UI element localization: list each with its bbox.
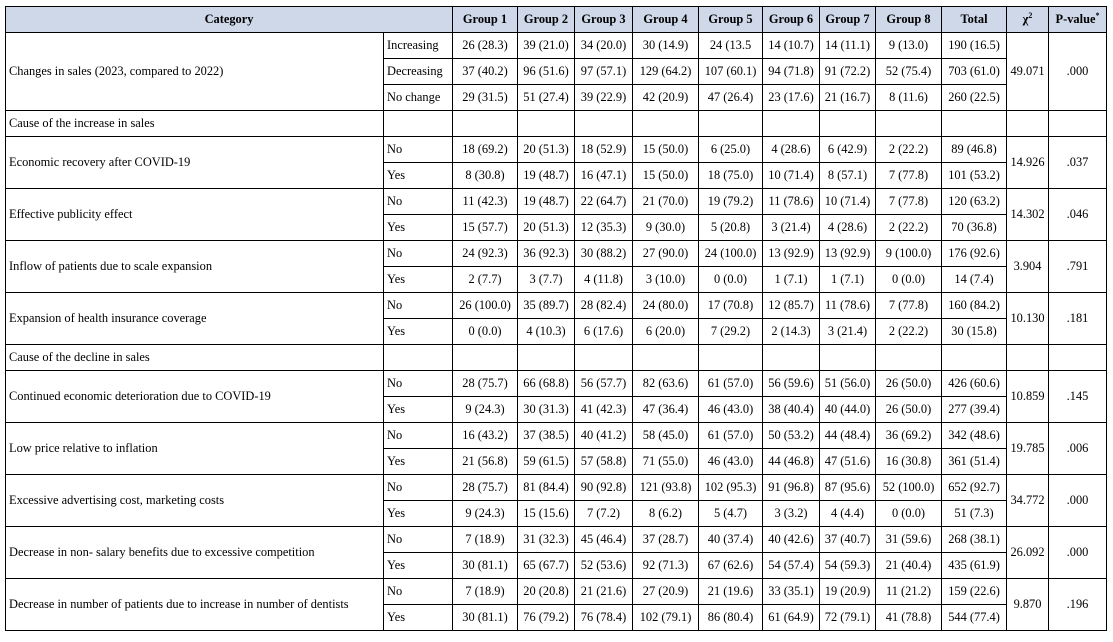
header-group-7: Group 7 (820, 7, 876, 33)
empty-cell (876, 111, 942, 137)
group-3-cell: 57 (58.8) (575, 449, 633, 475)
group-4-cell: 82 (63.6) (633, 371, 699, 397)
group-5-cell: 40 (37.4) (699, 527, 763, 553)
group-5-cell: 102 (95.3) (699, 475, 763, 501)
row-response-label: No (384, 293, 453, 319)
group-6-cell: 23 (17.6) (763, 85, 820, 111)
header-group-1: Group 1 (453, 7, 518, 33)
table-row (6, 293, 1107, 319)
group-7-cell: 10 (71.4) (820, 189, 876, 215)
header-p-value (1049, 7, 1107, 33)
group-4-cell: 21 (70.0) (633, 189, 699, 215)
total-cell: 120 (63.2) (942, 189, 1007, 215)
section-heading-row (6, 345, 1107, 371)
header-total: Total (942, 7, 1007, 33)
group-4-cell: 102 (79.1) (633, 605, 699, 631)
group-6-cell: 38 (40.4) (763, 397, 820, 423)
group-1-cell: 15 (57.7) (453, 215, 518, 241)
p-value: .006 (1049, 423, 1107, 475)
empty-cell (820, 111, 876, 137)
group-2-cell: 96 (51.6) (518, 59, 575, 85)
group-8-cell: 7 (77.8) (876, 163, 942, 189)
row-response-label: Yes (384, 163, 453, 189)
table-row (6, 137, 1107, 163)
group-5-cell: 67 (62.6) (699, 553, 763, 579)
group-5-cell: 17 (70.8) (699, 293, 763, 319)
group-2-cell: 20 (51.3) (518, 137, 575, 163)
row-response-label: No (384, 371, 453, 397)
group-8-cell: 7 (77.8) (876, 189, 942, 215)
group-2-cell: 66 (68.8) (518, 371, 575, 397)
group-4-cell: 8 (6.2) (633, 501, 699, 527)
group-1-cell: 18 (69.2) (453, 137, 518, 163)
chi-square-value: 3.904 (1007, 241, 1049, 293)
group-1-cell: 7 (18.9) (453, 579, 518, 605)
group-4-cell: 30 (14.9) (633, 33, 699, 59)
group-6-cell: 44 (46.8) (763, 449, 820, 475)
total-cell: 190 (16.5) (942, 33, 1007, 59)
group-7-cell: 1 (7.1) (820, 267, 876, 293)
group-8-cell: 9 (100.0) (876, 241, 942, 267)
group-3-cell: 90 (92.8) (575, 475, 633, 501)
group-5-cell: 0 (0.0) (699, 267, 763, 293)
group-6-cell: 11 (78.6) (763, 189, 820, 215)
group-6-cell: 13 (92.9) (763, 241, 820, 267)
empty-cell (942, 345, 1007, 371)
group-6-cell: 50 (53.2) (763, 423, 820, 449)
p-value: .196 (1049, 579, 1107, 631)
total-cell: 652 (92.7) (942, 475, 1007, 501)
group-6-cell: 40 (42.6) (763, 527, 820, 553)
group-5-cell: 6 (25.0) (699, 137, 763, 163)
group-3-cell: 12 (35.3) (575, 215, 633, 241)
row-response-label: No (384, 527, 453, 553)
p-value-label: P-value (1055, 12, 1096, 27)
group-4-cell: 92 (71.3) (633, 553, 699, 579)
group-7-cell: 4 (28.6) (820, 215, 876, 241)
chi-square-value: 14.926 (1007, 137, 1049, 189)
table-row (6, 241, 1107, 267)
row-category: Inflow of patients due to scale expansion (6, 241, 384, 293)
table-row (6, 475, 1107, 501)
group-7-cell: 44 (48.4) (820, 423, 876, 449)
group-1-cell: 21 (56.8) (453, 449, 518, 475)
total-cell: 703 (61.0) (942, 59, 1007, 85)
group-3-cell: 22 (64.7) (575, 189, 633, 215)
group-7-cell: 54 (59.3) (820, 553, 876, 579)
section-heading: Cause of the decline in sales (6, 345, 384, 371)
group-8-cell: 21 (40.4) (876, 553, 942, 579)
group-1-cell: 26 (100.0) (453, 293, 518, 319)
group-3-cell: 7 (7.2) (575, 501, 633, 527)
group-8-cell: 26 (50.0) (876, 397, 942, 423)
row-response-label: No (384, 241, 453, 267)
group-7-cell: 87 (95.6) (820, 475, 876, 501)
row-response-label: Decreasing (384, 59, 453, 85)
header-group-5: Group 5 (699, 7, 763, 33)
group-3-cell: 4 (11.8) (575, 267, 633, 293)
empty-cell (876, 345, 942, 371)
table-row (6, 527, 1107, 553)
header-group-2: Group 2 (518, 7, 575, 33)
group-1-cell: 28 (75.7) (453, 475, 518, 501)
group-3-cell: 30 (88.2) (575, 241, 633, 267)
p-value: .046 (1049, 189, 1107, 241)
group-3-cell: 39 (22.9) (575, 85, 633, 111)
empty-cell (820, 345, 876, 371)
group-5-cell: 24 (13.5 (699, 33, 763, 59)
table-row (6, 33, 1107, 59)
empty-cell (453, 345, 518, 371)
group-4-cell: 71 (55.0) (633, 449, 699, 475)
group-4-cell: 37 (28.7) (633, 527, 699, 553)
group-8-cell: 52 (100.0) (876, 475, 942, 501)
group-6-cell: 3 (3.2) (763, 501, 820, 527)
group-2-cell: 30 (31.3) (518, 397, 575, 423)
group-2-cell: 15 (15.6) (518, 501, 575, 527)
group-1-cell: 9 (24.3) (453, 397, 518, 423)
group-8-cell: 26 (50.0) (876, 371, 942, 397)
empty-cell (453, 111, 518, 137)
row-category: Expansion of health insurance coverage (6, 293, 384, 345)
total-cell: 342 (48.6) (942, 423, 1007, 449)
table-row (6, 423, 1107, 449)
group-2-cell: 36 (92.3) (518, 241, 575, 267)
group-4-cell: 24 (80.0) (633, 293, 699, 319)
group-8-cell: 41 (78.8) (876, 605, 942, 631)
group-5-cell: 86 (80.4) (699, 605, 763, 631)
total-cell: 176 (92.6) (942, 241, 1007, 267)
total-cell: 160 (84.2) (942, 293, 1007, 319)
group-8-cell: 2 (22.2) (876, 215, 942, 241)
header-group-8: Group 8 (876, 7, 942, 33)
group-6-cell: 10 (71.4) (763, 163, 820, 189)
header-chi-square (1007, 7, 1049, 33)
group-3-cell: 97 (57.1) (575, 59, 633, 85)
group-5-cell: 107 (60.1) (699, 59, 763, 85)
header-row (6, 7, 1107, 33)
group-2-cell: 4 (10.3) (518, 319, 575, 345)
total-cell: 435 (61.9) (942, 553, 1007, 579)
group-5-cell: 18 (75.0) (699, 163, 763, 189)
total-cell: 30 (15.8) (942, 319, 1007, 345)
total-cell: 51 (7.3) (942, 501, 1007, 527)
group-5-cell: 24 (100.0) (699, 241, 763, 267)
group-5-cell: 61 (57.0) (699, 371, 763, 397)
group-4-cell: 15 (50.0) (633, 137, 699, 163)
row-response-label: Yes (384, 215, 453, 241)
group-1-cell: 16 (43.2) (453, 423, 518, 449)
group-1-cell: 7 (18.9) (453, 527, 518, 553)
row-response-label: No (384, 137, 453, 163)
row-category: Decrease in non- salary benefits due to excessive competition (6, 527, 384, 579)
p-value: .181 (1049, 293, 1107, 345)
group-7-cell: 40 (44.0) (820, 397, 876, 423)
empty-cell (518, 345, 575, 371)
group-7-cell: 72 (79.1) (820, 605, 876, 631)
group-7-cell: 19 (20.9) (820, 579, 876, 605)
empty-cell (763, 111, 820, 137)
group-3-cell: 76 (78.4) (575, 605, 633, 631)
group-3-cell: 41 (42.3) (575, 397, 633, 423)
chi-superscript: 2 (1028, 11, 1033, 21)
row-response-label: Yes (384, 267, 453, 293)
group-4-cell: 3 (10.0) (633, 267, 699, 293)
group-2-cell: 20 (51.3) (518, 215, 575, 241)
total-cell: 277 (39.4) (942, 397, 1007, 423)
row-response-label: Yes (384, 501, 453, 527)
total-cell: 260 (22.5) (942, 85, 1007, 111)
group-5-cell: 61 (57.0) (699, 423, 763, 449)
group-4-cell: 58 (45.0) (633, 423, 699, 449)
group-7-cell: 11 (78.6) (820, 293, 876, 319)
group-7-cell: 51 (56.0) (820, 371, 876, 397)
total-cell: 101 (53.2) (942, 163, 1007, 189)
group-1-cell: 30 (81.1) (453, 605, 518, 631)
group-5-cell: 5 (20.8) (699, 215, 763, 241)
group-1-cell: 30 (81.1) (453, 553, 518, 579)
group-3-cell: 16 (47.1) (575, 163, 633, 189)
group-6-cell: 3 (21.4) (763, 215, 820, 241)
group-4-cell: 47 (36.4) (633, 397, 699, 423)
group-7-cell: 8 (57.1) (820, 163, 876, 189)
group-3-cell: 6 (17.6) (575, 319, 633, 345)
row-category: Continued economic deterioration due to COVID-19 (6, 371, 384, 423)
group-3-cell: 21 (21.6) (575, 579, 633, 605)
group-8-cell: 2 (22.2) (876, 319, 942, 345)
total-cell: 14 (7.4) (942, 267, 1007, 293)
group-7-cell: 13 (92.9) (820, 241, 876, 267)
group-7-cell: 47 (51.6) (820, 449, 876, 475)
results-table (5, 6, 1107, 631)
row-category: Changes in sales (2023, compared to 2022) (6, 33, 384, 111)
group-8-cell: 11 (21.2) (876, 579, 942, 605)
group-7-cell: 6 (42.9) (820, 137, 876, 163)
group-2-cell: 35 (89.7) (518, 293, 575, 319)
row-category: Economic recovery after COVID-19 (6, 137, 384, 189)
row-category: Decrease in number of patients due to increase in number of dentists (6, 579, 384, 631)
group-2-cell: 81 (84.4) (518, 475, 575, 501)
group-1-cell: 11 (42.3) (453, 189, 518, 215)
table-row (6, 579, 1107, 605)
empty-cell (763, 345, 820, 371)
group-5-cell: 46 (43.0) (699, 449, 763, 475)
group-1-cell: 24 (92.3) (453, 241, 518, 267)
empty-cell (942, 111, 1007, 137)
group-8-cell: 2 (22.2) (876, 137, 942, 163)
group-8-cell: 36 (69.2) (876, 423, 942, 449)
table-row (6, 189, 1107, 215)
chi-square-value: 34.772 (1007, 475, 1049, 527)
group-4-cell: 42 (20.9) (633, 85, 699, 111)
group-1-cell: 8 (30.8) (453, 163, 518, 189)
group-1-cell: 0 (0.0) (453, 319, 518, 345)
empty-cell (575, 111, 633, 137)
empty-cell (1049, 111, 1107, 137)
total-cell: 70 (36.8) (942, 215, 1007, 241)
group-5-cell: 7 (29.2) (699, 319, 763, 345)
row-response-label: Yes (384, 449, 453, 475)
total-cell: 426 (60.6) (942, 371, 1007, 397)
group-7-cell: 37 (40.7) (820, 527, 876, 553)
row-response-label: Yes (384, 605, 453, 631)
group-3-cell: 28 (82.4) (575, 293, 633, 319)
group-1-cell: 2 (7.7) (453, 267, 518, 293)
table-body (6, 33, 1107, 631)
group-7-cell: 4 (4.4) (820, 501, 876, 527)
header-group-6: Group 6 (763, 7, 820, 33)
group-7-cell: 3 (21.4) (820, 319, 876, 345)
table-row (6, 371, 1107, 397)
group-4-cell: 9 (30.0) (633, 215, 699, 241)
group-4-cell: 121 (93.8) (633, 475, 699, 501)
group-1-cell: 26 (28.3) (453, 33, 518, 59)
p-value: .000 (1049, 475, 1107, 527)
group-3-cell: 56 (57.7) (575, 371, 633, 397)
row-response-label: No (384, 189, 453, 215)
group-3-cell: 18 (52.9) (575, 137, 633, 163)
empty-cell (575, 345, 633, 371)
row-response-label: Yes (384, 319, 453, 345)
chi-square-value: 26.092 (1007, 527, 1049, 579)
group-8-cell: 16 (30.8) (876, 449, 942, 475)
header-group-4: Group 4 (633, 7, 699, 33)
group-5-cell: 46 (43.0) (699, 397, 763, 423)
p-value-footnote-mark: * (1095, 11, 1100, 21)
group-6-cell: 94 (71.8) (763, 59, 820, 85)
row-response-label: No change (384, 85, 453, 111)
group-6-cell: 12 (85.7) (763, 293, 820, 319)
group-1-cell: 28 (75.7) (453, 371, 518, 397)
total-cell: 89 (46.8) (942, 137, 1007, 163)
group-6-cell: 56 (59.6) (763, 371, 820, 397)
empty-cell (384, 345, 453, 371)
p-value: .000 (1049, 33, 1107, 111)
empty-cell (1049, 345, 1107, 371)
group-8-cell: 31 (59.6) (876, 527, 942, 553)
group-7-cell: 21 (16.7) (820, 85, 876, 111)
row-category: Excessive advertising cost, marketing costs (6, 475, 384, 527)
group-6-cell: 61 (64.9) (763, 605, 820, 631)
empty-cell (1007, 111, 1049, 137)
group-7-cell: 91 (72.2) (820, 59, 876, 85)
chi-square-value: 49.071 (1007, 33, 1049, 111)
group-3-cell: 40 (41.2) (575, 423, 633, 449)
group-2-cell: 19 (48.7) (518, 163, 575, 189)
group-5-cell: 47 (26.4) (699, 85, 763, 111)
group-6-cell: 4 (28.6) (763, 137, 820, 163)
group-6-cell: 54 (57.4) (763, 553, 820, 579)
group-4-cell: 6 (20.0) (633, 319, 699, 345)
group-6-cell: 14 (10.7) (763, 33, 820, 59)
empty-cell (518, 111, 575, 137)
group-4-cell: 129 (64.2) (633, 59, 699, 85)
chi-square-value: 14.302 (1007, 189, 1049, 241)
empty-cell (699, 111, 763, 137)
empty-cell (633, 111, 699, 137)
group-1-cell: 9 (24.3) (453, 501, 518, 527)
row-response-label: No (384, 475, 453, 501)
group-2-cell: 37 (38.5) (518, 423, 575, 449)
group-6-cell: 91 (96.8) (763, 475, 820, 501)
total-cell: 361 (51.4) (942, 449, 1007, 475)
row-response-label: Increasing (384, 33, 453, 59)
chi-square-value: 19.785 (1007, 423, 1049, 475)
group-2-cell: 39 (21.0) (518, 33, 575, 59)
empty-cell (699, 345, 763, 371)
group-8-cell: 0 (0.0) (876, 267, 942, 293)
section-heading: Cause of the increase in sales (6, 111, 384, 137)
group-1-cell: 29 (31.5) (453, 85, 518, 111)
chi-square-value: 10.859 (1007, 371, 1049, 423)
empty-cell (633, 345, 699, 371)
group-6-cell: 2 (14.3) (763, 319, 820, 345)
total-cell: 268 (38.1) (942, 527, 1007, 553)
group-5-cell: 5 (4.7) (699, 501, 763, 527)
header-category: Category (6, 7, 453, 33)
group-4-cell: 15 (50.0) (633, 163, 699, 189)
row-response-label: Yes (384, 553, 453, 579)
group-2-cell: 51 (27.4) (518, 85, 575, 111)
group-2-cell: 3 (7.7) (518, 267, 575, 293)
group-8-cell: 52 (75.4) (876, 59, 942, 85)
empty-cell (1007, 345, 1049, 371)
p-value: .791 (1049, 241, 1107, 293)
group-8-cell: 9 (13.0) (876, 33, 942, 59)
group-5-cell: 19 (79.2) (699, 189, 763, 215)
chi-square-value: 10.130 (1007, 293, 1049, 345)
group-2-cell: 59 (61.5) (518, 449, 575, 475)
group-2-cell: 76 (79.2) (518, 605, 575, 631)
group-8-cell: 7 (77.8) (876, 293, 942, 319)
group-8-cell: 0 (0.0) (876, 501, 942, 527)
total-cell: 159 (22.6) (942, 579, 1007, 605)
group-3-cell: 52 (53.6) (575, 553, 633, 579)
chi-square-value: 9.870 (1007, 579, 1049, 631)
group-5-cell: 21 (19.6) (699, 579, 763, 605)
header-group-3: Group 3 (575, 7, 633, 33)
group-2-cell: 31 (32.3) (518, 527, 575, 553)
row-category: Effective publicity effect (6, 189, 384, 241)
chi-symbol: χ (1022, 12, 1029, 27)
p-value: .145 (1049, 371, 1107, 423)
group-8-cell: 8 (11.6) (876, 85, 942, 111)
group-4-cell: 27 (20.9) (633, 579, 699, 605)
group-3-cell: 45 (46.4) (575, 527, 633, 553)
p-value: .000 (1049, 527, 1107, 579)
row-response-label: No (384, 423, 453, 449)
row-response-label: No (384, 579, 453, 605)
group-7-cell: 14 (11.1) (820, 33, 876, 59)
group-2-cell: 20 (20.8) (518, 579, 575, 605)
empty-cell (384, 111, 453, 137)
row-response-label: Yes (384, 397, 453, 423)
total-cell: 544 (77.4) (942, 605, 1007, 631)
group-6-cell: 1 (7.1) (763, 267, 820, 293)
group-2-cell: 65 (67.7) (518, 553, 575, 579)
group-6-cell: 33 (35.1) (763, 579, 820, 605)
section-heading-row (6, 111, 1107, 137)
group-3-cell: 34 (20.0) (575, 33, 633, 59)
row-category: Low price relative to inflation (6, 423, 384, 475)
group-2-cell: 19 (48.7) (518, 189, 575, 215)
p-value: .037 (1049, 137, 1107, 189)
group-1-cell: 37 (40.2) (453, 59, 518, 85)
group-4-cell: 27 (90.0) (633, 241, 699, 267)
